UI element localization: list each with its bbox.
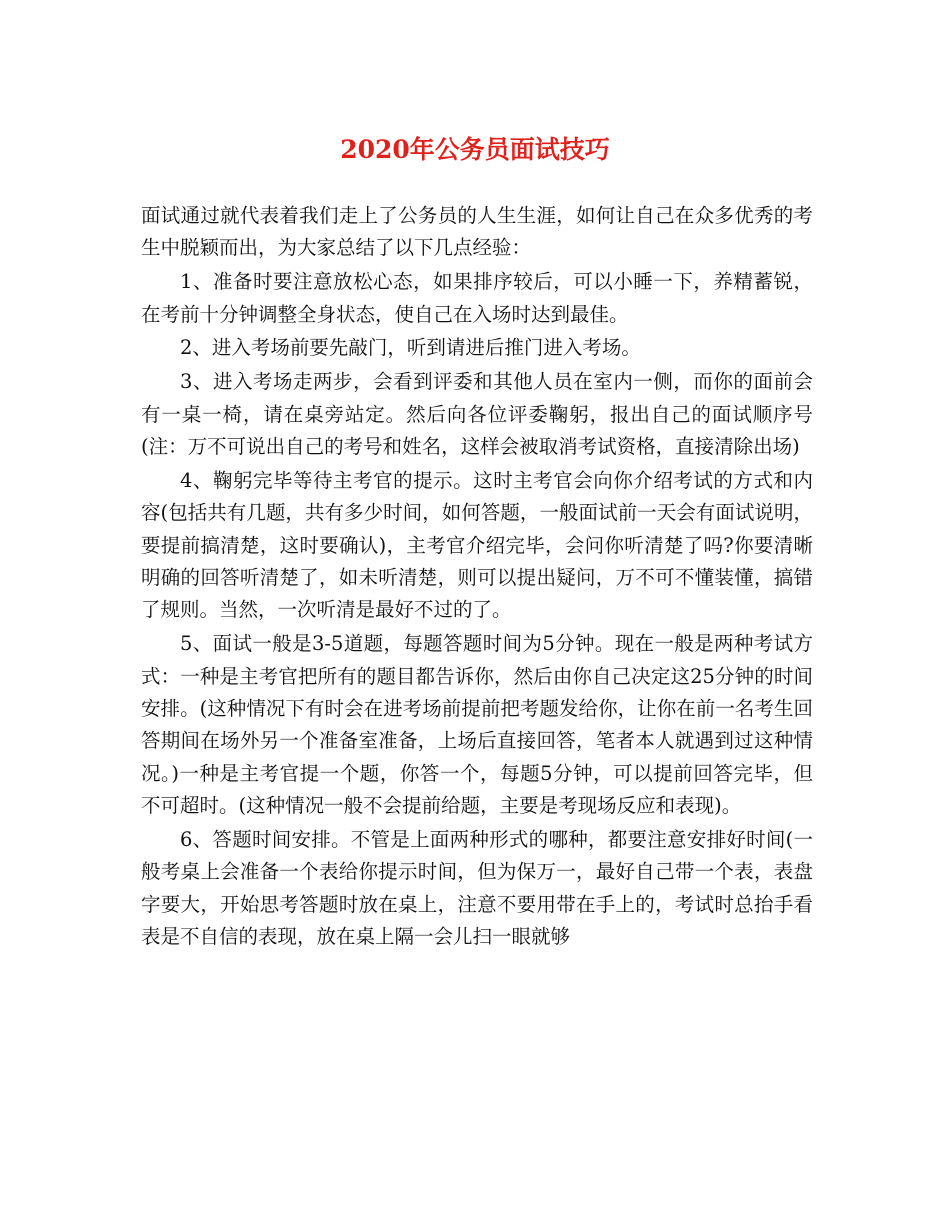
intro-paragraph: 面试通过就代表着我们走上了公务员的人生生涯，如何让自己在众多优秀的考生中脱颖而出，为大家总结了以下几点经验： bbox=[141, 204, 813, 260]
tip-paragraph-4: 4、鞠躬完毕等待主考官的提示。这时主考官会向你介绍考试的方式和内容(包括共有几题，共有多少时间，如何答题，一般面试前一天会有面试说明，要提前搞清楚，这时要确认)，主考官介绍完毕，会问你听清楚了吗?你要清晰明确的回答听清楚了，如未听清楚，则可以提出疑问，万不可不懂装懂，搞错了规则。当然，一次听清是最好不过的了。 bbox=[141, 468, 813, 622]
tip-paragraph-2: 2、进入考场前要先敲门，听到请进后推门进入考场。 bbox=[180, 336, 641, 360]
tip-paragraph-3: 3、进入考场走两步，会看到评委和其他人员在室内一侧，而你的面前会有一桌一椅，请在桌旁站定。然后向各位评委鞠躬，报出自己的面试顺序号(注：万不可说出自己的考号和姓名，这样会被取消考试资格，直接清除出场) bbox=[141, 370, 813, 459]
tip-paragraph-1: 1、准备时要注意放松心态，如果排序较后，可以小睡一下，养精蓄锐，在考前十分钟调整全身状态，使自己在入场时达到最佳。 bbox=[141, 270, 813, 326]
tip-paragraph-5: 5、面试一般是3-5道题，每题答题时间为5分钟。现在一般是两种考试方式：一种是主考官把所有的题目都告诉你，然后由你自己决定这25分钟的时间安排。(这种情况下有时会在进考场前提前把考题发给你，让你在前一名考生回答期间在场外另一个准备室准备，上场后直接回答，笔者本人就遇到过这种情况。)一种是主考官提一个题，你答一个，每题5分钟，可以提前回答完毕，但不可超时。(这种情况一般不会提前给题，主要是考现场反应和表现)。 bbox=[141, 632, 813, 818]
document-title: 2020年公务员面试技巧 bbox=[340, 135, 610, 164]
tip-paragraph-6: 6、答题时间安排。不管是上面两种形式的哪种，都要注意安排好时间(一般考桌上会准备一个表给你提示时间，但为保万一，最好自己带一个表，表盘字要大，开始思考答题时放在桌上，注意不要用带在手上的，考试时总抬手看表是不自信的表现，放在桌上隔一会儿扫一眼就够 bbox=[141, 828, 813, 949]
document-body bbox=[141, 200, 813, 955]
